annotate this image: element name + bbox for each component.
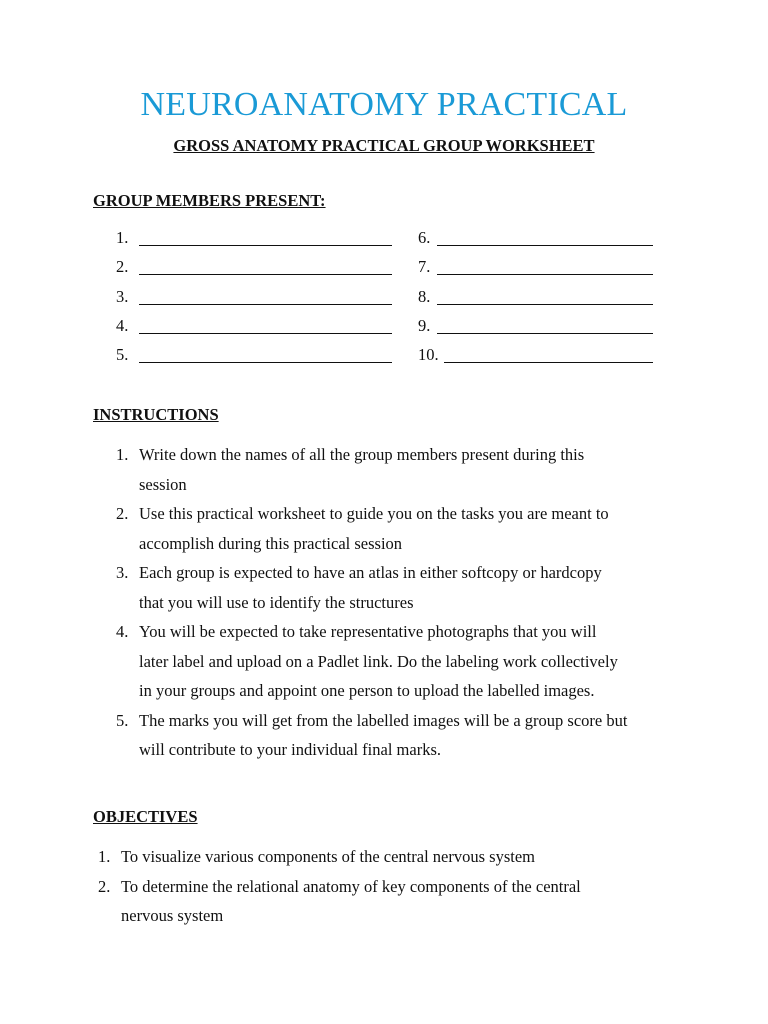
group-member-name-blank[interactable] (139, 245, 392, 246)
group-member-entry (418, 255, 658, 284)
group-member-name-blank[interactable] (437, 274, 653, 275)
list-item-number: 1. (116, 445, 129, 464)
group-member-entry (116, 314, 396, 343)
group-member-name-blank[interactable] (139, 333, 392, 334)
list-item-text-line: Write down the names of all the group members present during this (139, 445, 585, 464)
list-item-text-line: accomplish during this practical session (139, 533, 403, 553)
group-member-number: 5. (116, 345, 129, 365)
group-member-number: 2. (116, 257, 129, 277)
list-item-text-line: To determine the relational anatomy of key components of the central (121, 876, 581, 896)
list-item-number: 2. (98, 876, 111, 896)
list-item-text-line: session (139, 474, 187, 494)
list-item-text-line: The marks you will get from the labelled images will be a group score but (139, 710, 628, 730)
list-item-number: 3. (116, 563, 129, 582)
group-member-number: 9. (418, 315, 431, 335)
list-item-text-line: nervous system (121, 906, 224, 925)
group-member-entry (116, 285, 396, 314)
list-item-number: 2. (116, 504, 129, 523)
group-member-number: 6. (418, 228, 431, 247)
list-item-text-line: Use this practical worksheet to guide you on the tasks you are meant to (139, 504, 609, 523)
objectives-heading: OBJECTIVES (93, 807, 198, 826)
document-title: NEUROANATOMY PRACTICAL (140, 86, 628, 123)
list-item-number: 1. (98, 847, 111, 866)
list-item-text-line: To visualize various components of the central nervous system (121, 847, 535, 866)
group-member-number: 10. (418, 345, 439, 365)
group-member-entry (116, 343, 396, 372)
group-member-name-blank[interactable] (139, 304, 392, 305)
group-member-entry (418, 314, 658, 343)
group-member-name-blank[interactable] (437, 304, 653, 305)
group-members-heading: GROUP MEMBERS PRESENT: (93, 191, 326, 210)
group-member-name-blank[interactable] (437, 333, 653, 334)
instructions-heading: INSTRUCTIONS (93, 405, 219, 424)
group-member-entry (418, 226, 658, 255)
list-item-text-line: in your groups and appoint one person to upload the labelled images. (139, 681, 595, 700)
group-member-entry (418, 285, 658, 314)
list-item-text-line: You will be expected to take representative photographs that you will (139, 622, 597, 641)
list-item-number: 5. (116, 710, 129, 730)
list-item-text-line: Each group is expected to have an atlas in either softcopy or hardcopy (139, 563, 602, 582)
group-member-entry (116, 255, 396, 284)
group-member-number: 4. (116, 315, 129, 335)
group-member-name-blank[interactable] (139, 274, 392, 275)
group-member-name-blank[interactable] (139, 362, 392, 363)
group-member-entry (418, 343, 658, 372)
list-item-number: 4. (116, 622, 129, 641)
group-member-number: 1. (116, 228, 129, 247)
group-member-number: 8. (418, 286, 431, 306)
group-member-number: 3. (116, 286, 129, 306)
list-item-text-line: will contribute to your individual final marks. (139, 740, 441, 759)
group-member-name-blank[interactable] (444, 362, 653, 363)
group-member-name-blank[interactable] (437, 245, 653, 246)
list-item-text-line: that you will use to identify the structures (139, 592, 414, 612)
list-item-text-line: later label and upload on a Padlet link. Do the labeling work collectively (139, 651, 618, 671)
group-member-entry (116, 226, 396, 255)
group-member-number: 7. (418, 257, 431, 277)
document-subtitle: GROSS ANATOMY PRACTICAL GROUP WORKSHEET (173, 136, 595, 155)
